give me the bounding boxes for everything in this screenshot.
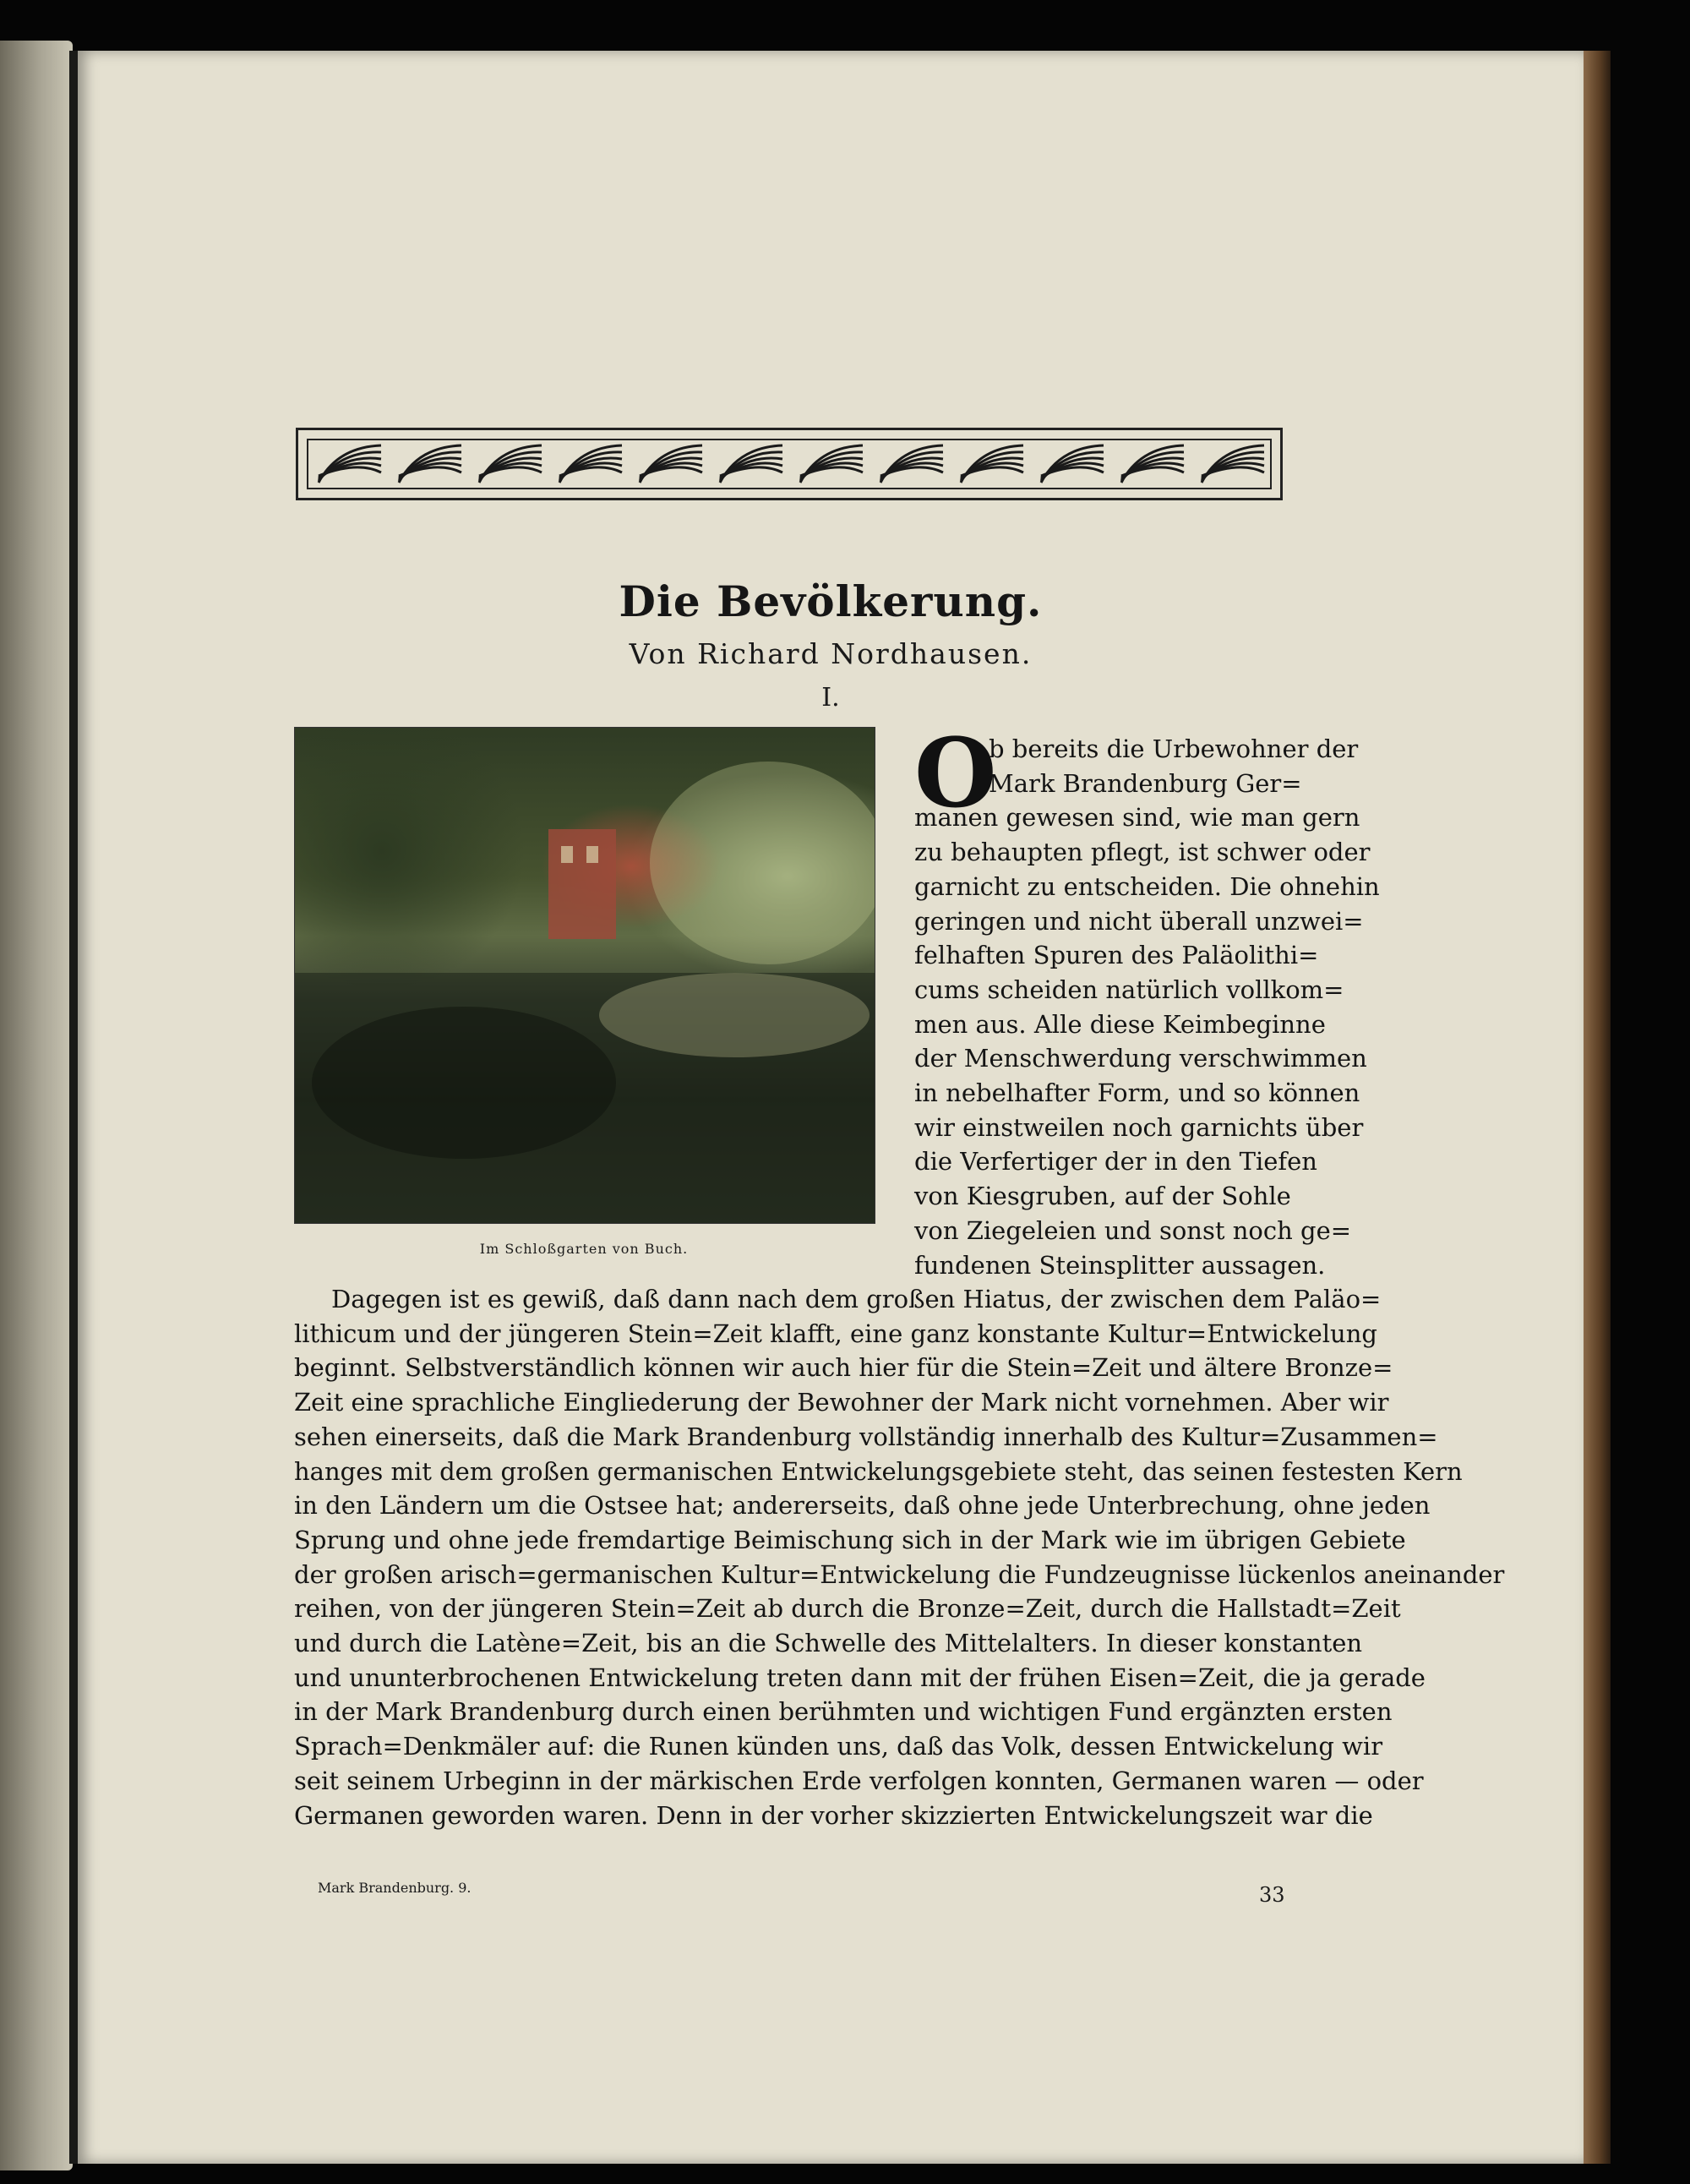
leaf-motif [1041,445,1104,483]
leaf-motif [800,445,863,483]
text-line: in nebelhafter Form, und so können [914,1078,1360,1107]
leaf-motif [720,445,782,483]
text-line: Sprach=Denkmäler auf: die Runen künden uns, daß das Volk, dessen Entwickelung wir [294,1732,1383,1761]
book-cover-edge [1584,51,1611,2164]
article-title: Die Bevölkerung. [619,576,1043,626]
text-line: reihen, von der jüngeren Stein=Zeit ab durch die Bronze=Zeit, durch die Hallstadt=Zeit [294,1594,1401,1624]
text-line: von Kiesgruben, auf der Sohle [914,1182,1291,1211]
text-line: fundenen Steinsplitter aussagen. [914,1250,1326,1280]
text-line: geringen und nicht überall unzwei= [914,906,1364,936]
text-line: men aus. Alle diese Keimbeginne [914,1009,1326,1039]
text-line: in der Mark Brandenburg durch einen berühmten und wichtigen Fund ergänzten ersten [294,1697,1393,1727]
text-line: wir einstweilen noch garnichts über [914,1112,1364,1142]
text-line: Dagegen ist es gewiß, daß dann nach dem großen Hiatus, der zwischen dem Paläo= [331,1285,1382,1313]
text-line: und durch die Latène=Zeit, bis an die Schwelle des Mittelalters. In dieser konstanten [294,1629,1363,1657]
text-line: in den Ländern um die Ostsee hat; andererseits, daß ohne jede Unterbrechung, ohne jeden [294,1491,1431,1521]
ornamental-header-band [296,428,1283,500]
text-line: beginnt. Selbstverständlich können wir auch hier für die Stein=Zeit und ältere Bronze= [294,1353,1393,1383]
text-line: hanges mit dem großen germanischen Entwickelungsgebiete steht, das seinen festesten Kern [294,1456,1463,1486]
page-number: 33 [1259,1883,1285,1907]
text-line: felhaften Spuren des Paläolithi= [914,941,1319,970]
text-line: lithicum und der jüngeren Stein=Zeit klafft, eine ganz konstante Kultur=Entwickelung [294,1319,1377,1348]
text-line: Mark Brandenburg Ger= [989,768,1302,798]
text-line: der großen arisch=germanischen Kultur=Entwickelung die Fundzeugnisse lückenlos aneinander [294,1559,1505,1589]
text-line: von Ziegeleien und sonst noch ge= [914,1215,1352,1245]
text-line: Germanen geworden waren. Denn in der vorher skizzierten Entwickelungszeit war die [294,1800,1373,1830]
leaf-motif [1202,445,1264,483]
leaf-motif [640,445,702,483]
printer-signature: Mark Brandenburg. 9. [318,1880,472,1896]
leaf-motif [399,445,461,483]
leaf-motif [1121,445,1184,483]
drop-cap: O [914,718,997,829]
leaf-motif [479,445,542,483]
text-line: der Menschwerdung verschwimmen [914,1044,1367,1073]
leaf-motif [961,445,1023,483]
text-line: b bereits die Urbewohner der [989,734,1359,763]
section-number: I. [821,683,840,713]
leaf-motif [319,445,381,483]
text-line: Sprung und ohne jede fremdartige Beimischung sich in der Mark wie im übrigen Gebiete [294,1525,1406,1554]
photo-caption: Im Schloßgarten von Buch. [479,1241,689,1257]
text-line: manen gewesen sind, wie man gern [914,803,1360,833]
text-line: sehen einerseits, daß die Mark Brandenburg vollständig innerhalb des Kultur=Zusammen= [294,1422,1438,1451]
text-line: seit seinem Urbeginn in der märkischen Erde verfolgen konnten, Germanen waren — oder [294,1766,1424,1795]
text-line: zu behaupten pflegt, ist schwer oder [914,838,1371,867]
photo-image [295,728,875,1223]
author-byline: Von Richard Nordhausen. [629,637,1033,670]
text-line: Zeit eine sprachliche Eingliederung der Bewohner der Mark nicht vornehmen. Aber wir [294,1388,1389,1417]
text-line: cums scheiden natürlich vollkom= [914,975,1344,1004]
garden-pond-photo [294,727,875,1224]
text-line: die Verfertiger der in den Tiefen [914,1147,1317,1177]
leaf-motif [559,445,622,483]
text-line: garnicht zu entscheiden. Die ohnehin [914,871,1380,901]
book-page [78,51,1584,2164]
leaf-motif [880,445,943,483]
text-line: und ununterbrochenen Entwickelung treten dann mit der frühen Eisen=Zeit, die ja gerade [294,1663,1426,1692]
left-page-edge [0,41,73,2170]
gutter-shadow [69,51,78,2164]
acanthus-leaf-ornament [307,439,1272,489]
